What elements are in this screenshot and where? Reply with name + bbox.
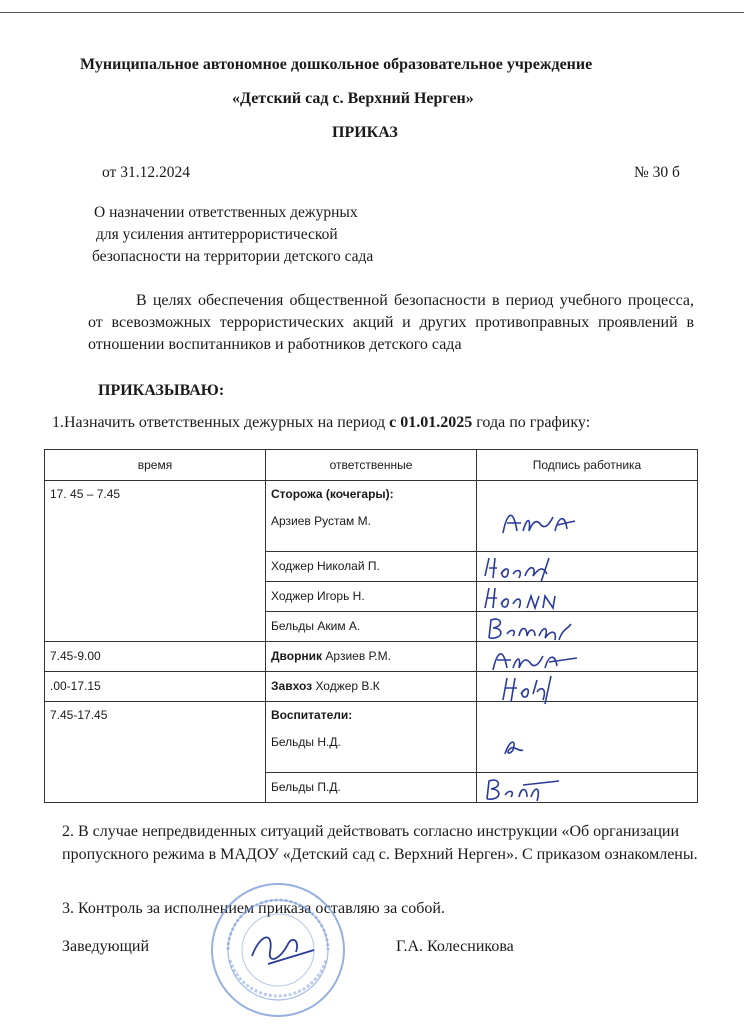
role-label: Дворник: [271, 649, 323, 663]
doc-title: ПРИКАЗ: [332, 124, 398, 141]
responsible-cell: [266, 552, 477, 582]
col-header-time: время: [45, 450, 266, 481]
col-header-signature: Подпись работника: [477, 450, 698, 481]
table-row: [45, 642, 698, 672]
col-header-responsible: ответственные: [266, 450, 477, 481]
handwritten-signature-icon: [495, 732, 535, 762]
handwritten-signature-icon: [497, 503, 597, 543]
table-header-row: [45, 450, 698, 481]
signature-cell: [477, 612, 698, 642]
role-label: Воспитатели:: [271, 708, 353, 722]
signature-cell: [477, 552, 698, 582]
responsible-cell: [266, 672, 477, 702]
person-name: Ходжер В.К: [315, 679, 380, 693]
duty-schedule-table: [44, 449, 698, 803]
person-name: Арзиев Рустам М.: [271, 514, 371, 528]
person-name: Ходжер Николай П.: [271, 559, 380, 573]
responsible-cell: [266, 481, 477, 552]
person-name: Ходжер Игорь Н.: [271, 589, 365, 603]
role-label: Сторожа (кочегары):: [271, 487, 394, 501]
time-cell: 17. 45 – 7.45: [45, 481, 266, 642]
signature-cell: [477, 702, 698, 773]
person-name: Арзиев Р.М.: [325, 649, 391, 663]
item-3: 3. Контроль за исполнением приказа оставляю за собой.: [62, 900, 445, 917]
responsible-cell: [266, 642, 477, 672]
signature-cell: [477, 672, 698, 702]
subject-line-2: для усиления антитеррористической: [96, 226, 338, 243]
responsible-cell: [266, 612, 477, 642]
signature-cell: [477, 773, 698, 803]
org-name-line2: «Детский сад с. Верхний Нерген»: [232, 90, 474, 107]
responsible-cell: [266, 773, 477, 803]
time-cell: 7.45-9.00: [45, 642, 266, 672]
item-1-text: 1.Назначить ответственных дежурных на период: [52, 414, 390, 431]
top-rule: [0, 12, 744, 13]
handwritten-signature-icon: [479, 614, 579, 644]
time-cell: 7.45-17.45: [45, 702, 266, 803]
table-row: [45, 702, 698, 773]
subject-line-3: безопасности на территории детского сада: [92, 248, 374, 265]
official-seal-icon: [208, 880, 348, 1020]
item-2: 2. В случае непредвиденных ситуаций действовать согласно инструкции «Об организации пропускного режима в МАДОУ «Детский сад с. Верхний Нерген». С приказом ознакомлены.: [62, 823, 698, 863]
item-1-date: с 01.01.2025: [389, 414, 473, 431]
subject-line-1: О назначении ответственных дежурных: [94, 204, 358, 221]
person-name: Бельды П.Д.: [271, 780, 341, 794]
item-1-suffix: года по графику:: [472, 414, 591, 431]
signature-cell: [477, 481, 698, 552]
order-keyword: ПРИКАЗЫВАЮ:: [98, 382, 225, 399]
handwritten-signature-icon: [487, 644, 597, 674]
signature-cell: [477, 582, 698, 612]
table-row: [45, 672, 698, 702]
item-1: [52, 414, 590, 432]
order-number: № 30 б: [634, 164, 680, 181]
preamble: В целях обеспечения общественной безопасности в период учебного процесса, от всевозможных террористических акций и других противоправных проявлений в отношении воспитанников и работников детского сада: [88, 292, 694, 353]
person-name: Бельды Аким А.: [271, 619, 361, 633]
signatory-title: Заведующий: [62, 938, 150, 955]
org-name-line1: Муниципальное автономное дошкольное образовательное учреждение: [80, 56, 593, 73]
table-row: [45, 481, 698, 552]
order-date: от 31.12.2024: [102, 164, 190, 181]
person-name: Бельды Н.Д.: [271, 735, 341, 749]
handwritten-signature-icon: [479, 554, 579, 584]
handwritten-signature-icon: [479, 773, 569, 807]
role-label: Завхоз: [271, 679, 313, 693]
responsible-cell: [266, 702, 477, 773]
signatory-name: Г.А. Колесникова: [396, 938, 514, 955]
responsible-cell: [266, 582, 477, 612]
signature-cell: [477, 642, 698, 672]
time-cell: .00-17.15: [45, 672, 266, 702]
handwritten-signature-icon: [479, 584, 579, 614]
